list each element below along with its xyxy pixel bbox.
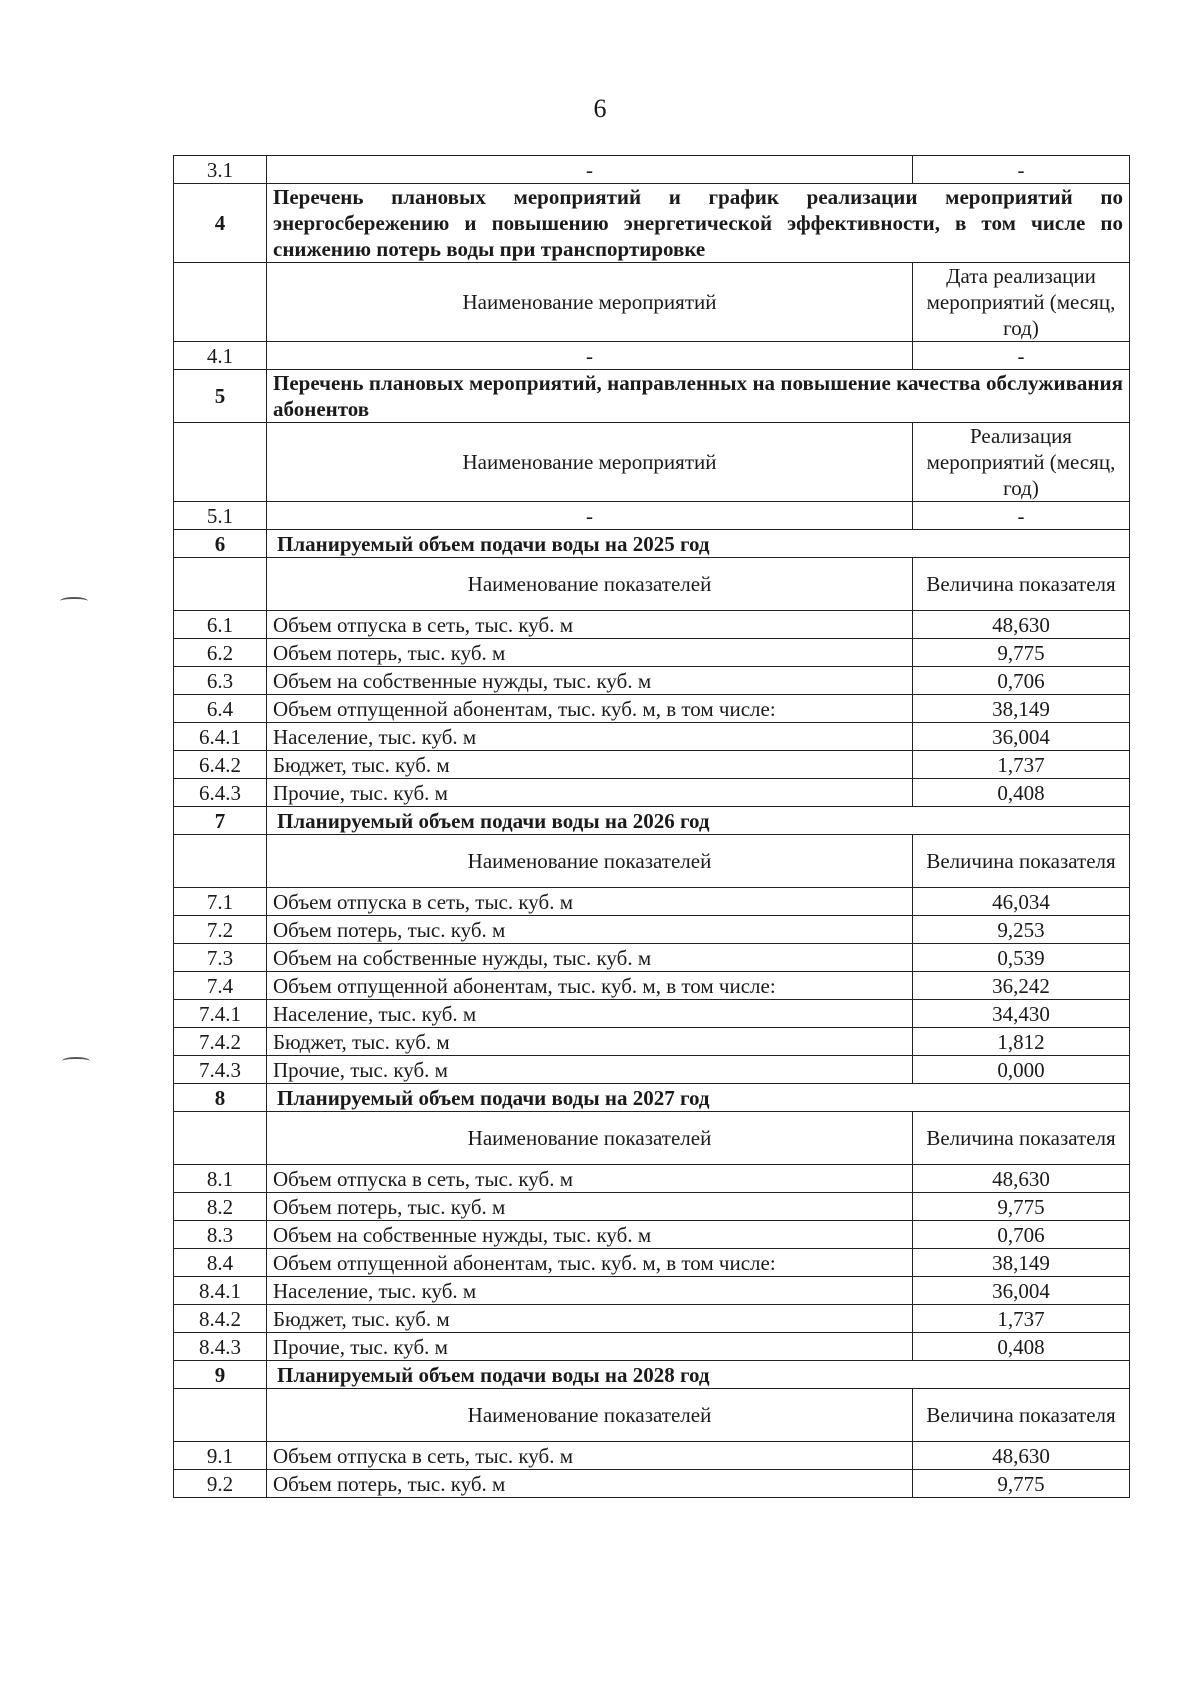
row-value: 48,630 [913, 1165, 1130, 1193]
column-header-name: Наименование показателей [267, 558, 913, 611]
row-value: 1,737 [913, 1305, 1130, 1333]
row-number: 8.4 [174, 1249, 267, 1277]
row-value: 9,775 [913, 1193, 1130, 1221]
row-number: 7.4 [174, 972, 267, 1000]
table-row [174, 1249, 1130, 1277]
row-name: Объем на собственные нужды, тыс. куб. м [267, 1221, 913, 1249]
table-row [174, 916, 1130, 944]
column-header-name: Наименование показателей [267, 835, 913, 888]
section-title: Планируемый объем подачи воды на 2027 год [267, 1084, 1130, 1112]
section-header-row [174, 184, 1130, 263]
row-name: Население, тыс. куб. м [267, 723, 913, 751]
section-title: Планируемый объем подачи воды на 2028 год [267, 1361, 1130, 1389]
row-value: 0,000 [913, 1056, 1130, 1084]
table-row [174, 1277, 1130, 1305]
row-name: Прочие, тыс. куб. м [267, 1333, 913, 1361]
scan-artifact-mark [62, 1057, 90, 1065]
column-header-name: Наименование показателей [267, 1389, 913, 1442]
row-name: - [267, 342, 913, 370]
column-header-value: Величина показателя [913, 1389, 1130, 1442]
column-header-row [174, 1112, 1130, 1165]
table-row [174, 1305, 1130, 1333]
row-value: 48,630 [913, 1442, 1130, 1470]
table-row [174, 779, 1130, 807]
row-value: 0,706 [913, 1221, 1130, 1249]
section-number: 9 [174, 1361, 267, 1389]
column-header-value: Реализация мероприятий (месяц, год) [913, 423, 1130, 502]
section-number: 6 [174, 530, 267, 558]
row-name: Объем на собственные нужды, тыс. куб. м [267, 944, 913, 972]
section-number: 8 [174, 1084, 267, 1112]
column-header-row [174, 263, 1130, 342]
row-number: 8.3 [174, 1221, 267, 1249]
table-row [174, 1028, 1130, 1056]
table-row [174, 1165, 1130, 1193]
row-number: 7.4.1 [174, 1000, 267, 1028]
row-number: 8.1 [174, 1165, 267, 1193]
row-number: 6.3 [174, 667, 267, 695]
row-value: 46,034 [913, 888, 1130, 916]
row-name: - [267, 156, 913, 184]
row-value: 48,630 [913, 611, 1130, 639]
table-row [174, 1221, 1130, 1249]
row-number: 6.4.2 [174, 751, 267, 779]
section-header-row [174, 370, 1130, 423]
section-title: Планируемый объем подачи воды на 2025 год [267, 530, 1130, 558]
section-number: 4 [174, 184, 267, 263]
section-title: Планируемый объем подачи воды на 2026 год [267, 807, 1130, 835]
row-name: Прочие, тыс. куб. м [267, 779, 913, 807]
section-header-row [174, 530, 1130, 558]
column-header-name: Наименование мероприятий [267, 263, 913, 342]
table-row [174, 611, 1130, 639]
row-number: 7.2 [174, 916, 267, 944]
empty-cell [174, 1112, 267, 1165]
column-header-name: Наименование мероприятий [267, 423, 913, 502]
row-number: 6.1 [174, 611, 267, 639]
column-header-value: Величина показателя [913, 1112, 1130, 1165]
empty-cell [174, 423, 267, 502]
column-header-row [174, 1389, 1130, 1442]
row-name: Объем потерь, тыс. куб. м [267, 1193, 913, 1221]
section-header-row [174, 1084, 1130, 1112]
row-number: 6.4.1 [174, 723, 267, 751]
column-header-name: Наименование показателей [267, 1112, 913, 1165]
table-row [174, 502, 1130, 530]
row-value: 0,408 [913, 1333, 1130, 1361]
row-value: 1,812 [913, 1028, 1130, 1056]
scan-artifact-mark [60, 597, 88, 605]
column-header-value: Величина показателя [913, 835, 1130, 888]
row-name: - [267, 502, 913, 530]
row-name: Объем отпуска в сеть, тыс. куб. м [267, 1165, 913, 1193]
row-name: Население, тыс. куб. м [267, 1277, 913, 1305]
table-row [174, 1470, 1130, 1498]
row-value: 36,004 [913, 1277, 1130, 1305]
row-name: Объем потерь, тыс. куб. м [267, 1470, 913, 1498]
row-name: Объем отпущенной абонентам, тыс. куб. м, в том числе: [267, 695, 913, 723]
row-name: Объем потерь, тыс. куб. м [267, 639, 913, 667]
page-number: 6 [593, 94, 607, 123]
row-value: - [913, 342, 1130, 370]
table-row [174, 1193, 1130, 1221]
row-number: 7.1 [174, 888, 267, 916]
row-name: Бюджет, тыс. куб. м [267, 1305, 913, 1333]
row-value: 0,539 [913, 944, 1130, 972]
column-header-value: Величина показателя [913, 558, 1130, 611]
row-value: 38,149 [913, 1249, 1130, 1277]
row-number: 7.4.3 [174, 1056, 267, 1084]
row-number: 8.4.1 [174, 1277, 267, 1305]
column-header-row [174, 835, 1130, 888]
section-header-row [174, 807, 1130, 835]
row-value: 34,430 [913, 1000, 1130, 1028]
row-number: 5.1 [174, 502, 267, 530]
column-header-value: Дата реализации мероприятий (месяц, год) [913, 263, 1130, 342]
table-row [174, 888, 1130, 916]
section-number: 7 [174, 807, 267, 835]
row-number: 3.1 [174, 156, 267, 184]
row-value: 1,737 [913, 751, 1130, 779]
row-value: 36,004 [913, 723, 1130, 751]
table-row [174, 723, 1130, 751]
table-row [174, 156, 1130, 184]
row-value: 9,775 [913, 1470, 1130, 1498]
row-value: - [913, 156, 1130, 184]
row-number: 8.2 [174, 1193, 267, 1221]
row-name: Объем отпуска в сеть, тыс. куб. м [267, 888, 913, 916]
table-row [174, 639, 1130, 667]
row-name: Население, тыс. куб. м [267, 1000, 913, 1028]
table-row [174, 1333, 1130, 1361]
table-row [174, 667, 1130, 695]
empty-cell [174, 558, 267, 611]
row-number: 6.4 [174, 695, 267, 723]
row-name: Объем отпуска в сеть, тыс. куб. м [267, 611, 913, 639]
row-name: Объем отпущенной абонентам, тыс. куб. м, в том числе: [267, 1249, 913, 1277]
column-header-row [174, 423, 1130, 502]
table-row [174, 695, 1130, 723]
row-name: Объем на собственные нужды, тыс. куб. м [267, 667, 913, 695]
row-value: 9,775 [913, 639, 1130, 667]
column-header-row [174, 558, 1130, 611]
row-value: 0,408 [913, 779, 1130, 807]
empty-cell [174, 1389, 267, 1442]
table-row [174, 1442, 1130, 1470]
section-header-row [174, 1361, 1130, 1389]
table-row [174, 1056, 1130, 1084]
row-value: 38,149 [913, 695, 1130, 723]
row-number: 4.1 [174, 342, 267, 370]
section-title: Перечень плановых мероприятий, направленных на повышение качества обслуживания абонентов [267, 370, 1130, 423]
table-row [174, 944, 1130, 972]
row-number: 9.1 [174, 1442, 267, 1470]
empty-cell [174, 835, 267, 888]
table-row [174, 751, 1130, 779]
row-name: Бюджет, тыс. куб. м [267, 751, 913, 779]
table-row [174, 972, 1130, 1000]
row-number: 9.2 [174, 1470, 267, 1498]
row-value: 36,242 [913, 972, 1130, 1000]
row-number: 7.4.2 [174, 1028, 267, 1056]
row-number: 6.2 [174, 639, 267, 667]
row-name: Прочие, тыс. куб. м [267, 1056, 913, 1084]
row-number: 8.4.3 [174, 1333, 267, 1361]
row-number: 6.4.3 [174, 779, 267, 807]
section-number: 5 [174, 370, 267, 423]
table-row [174, 342, 1130, 370]
row-name: Объем отпущенной абонентам, тыс. куб. м, в том числе: [267, 972, 913, 1000]
row-number: 8.4.2 [174, 1305, 267, 1333]
row-number: 7.3 [174, 944, 267, 972]
section-title: Перечень плановых мероприятий и график реализации мероприятий по энергосбережению и повышению энергетической эффективности, в том числе по снижению потерь воды при транспортировке [267, 184, 1130, 263]
row-name: Объем потерь, тыс. куб. м [267, 916, 913, 944]
plan-table [173, 155, 1130, 1498]
row-value: 9,253 [913, 916, 1130, 944]
row-value: 0,706 [913, 667, 1130, 695]
row-name: Бюджет, тыс. куб. м [267, 1028, 913, 1056]
empty-cell [174, 263, 267, 342]
table-row [174, 1000, 1130, 1028]
row-name: Объем отпуска в сеть, тыс. куб. м [267, 1442, 913, 1470]
row-value: - [913, 502, 1130, 530]
